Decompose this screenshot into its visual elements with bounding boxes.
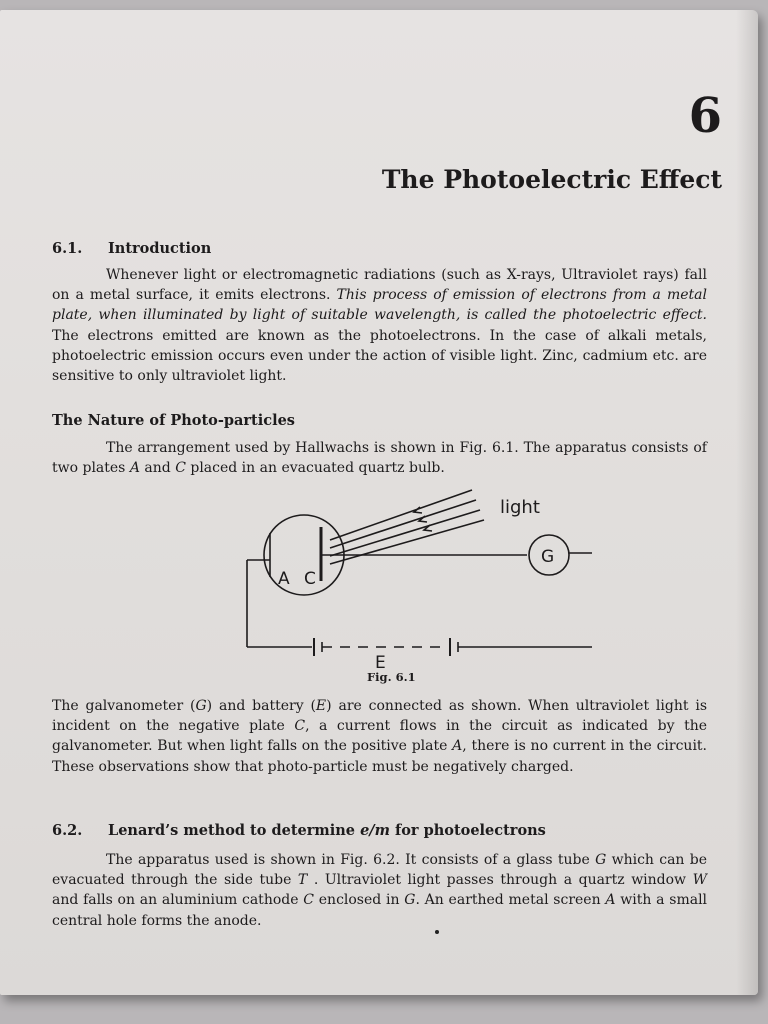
- lenard-text-3: . Ultraviolet light passes through a quartz window: [307, 872, 693, 889]
- chapter-title: The Photoelectric Effect: [381, 165, 722, 194]
- section-number: 6.1.: [52, 240, 83, 257]
- section-title-em: e/m: [360, 822, 390, 839]
- light-label: light: [500, 497, 540, 518]
- plate-c-label: C: [304, 569, 316, 589]
- lenard-text-6: . An earthed metal screen: [415, 892, 606, 909]
- print-dot: [435, 930, 439, 934]
- light-ray-4: [330, 520, 484, 564]
- lenard-c-ref: C: [303, 892, 314, 909]
- hallwachs-text-1: The arrangement used by Hallwachs is shown in Fig. 6.1. The apparatus consists of two plates: [52, 440, 707, 477]
- galvanometer-paragraph: [52, 696, 707, 777]
- figure-6-1-circuit-diagram: [192, 485, 592, 685]
- section-heading-introduction: [52, 240, 211, 257]
- hallwachs-text-3: placed in an evacuated quartz bulb.: [185, 460, 445, 477]
- lenard-paragraph: [52, 850, 707, 931]
- chapter-number: 6: [688, 88, 722, 144]
- galv-text-5: , there is no current in the circuit. These observations show that photo-particle must be negatively charged.: [52, 738, 707, 775]
- lenard-text-7: with a small central hole forms the anode.: [52, 892, 708, 929]
- lenard-g-ref: G: [595, 852, 607, 868]
- galv-g-ref: G: [195, 698, 207, 714]
- galv-text-3: ) are connected as shown. When ultraviolet light is incident on the negative plate: [52, 698, 707, 735]
- section-heading-lenard: [52, 822, 546, 839]
- light-ray-3: [330, 510, 480, 556]
- hallwachs-paragraph: [52, 438, 707, 478]
- lenard-w-ref: W: [692, 872, 707, 889]
- lenard-text-2: which can be evacuated through the side tube: [52, 852, 707, 889]
- intro-text-1: Whenever light or electromagnetic radiations (such as X-rays, Ultraviolet rays) fall on a metal surface, it emits electrons.: [52, 267, 707, 304]
- section-title-suffix: for photoelectrons: [389, 822, 546, 839]
- galvanometer-label: G: [541, 547, 555, 567]
- lenard-t-ref: T: [297, 872, 308, 889]
- section-title: Introduction: [108, 240, 212, 257]
- intro-text-2: The electrons emitted are known as the photoelectrons. In the case of alkali metals, photoelectric emission occurs even under the action of visible light. Zinc, cadmium etc. are sensitive to only ultraviolet light.: [52, 327, 707, 385]
- lenard-text-5: enclosed in: [314, 892, 405, 909]
- hallwachs-text-2: and: [139, 460, 176, 477]
- intro-paragraph: [52, 265, 707, 386]
- light-ray-1: [330, 490, 472, 540]
- plate-c-ref: C: [175, 460, 186, 477]
- figure-caption: Fig. 6.1: [367, 670, 416, 684]
- section-title-prefix: Lenard’s method to determine: [108, 822, 361, 839]
- battery-label: E: [375, 653, 386, 673]
- section-number: 6.2.: [52, 822, 83, 839]
- galv-text-2: ) and battery (: [206, 698, 316, 714]
- plate-a-label: A: [278, 569, 290, 589]
- lenard-text-1: The apparatus used is shown in Fig. 6.2. It consists of a glass tube: [106, 852, 596, 868]
- galv-a-ref: A: [452, 738, 463, 755]
- lenard-text-4: and falls on an aluminium cathode: [52, 892, 304, 909]
- galv-e-ref: E: [315, 698, 327, 714]
- nature-heading: The Nature of Photo-particles: [52, 412, 295, 429]
- galv-c-ref: C: [294, 718, 306, 735]
- intro-definition: This process of emission of electrons from a metal plate, when illuminated by light of suitable wavelength, is called the photoelectric effect.: [52, 287, 707, 324]
- light-ray-2: [330, 500, 476, 548]
- book-page: [0, 10, 758, 995]
- lenard-a-ref: A: [605, 892, 616, 909]
- plate-a-ref: A: [129, 460, 140, 477]
- lenard-g2-ref: G: [404, 892, 416, 909]
- galv-text-4: , a current flows in the circuit as indicated by the galvanometer. But when light falls on the positive plate: [52, 718, 707, 755]
- galv-text-1: The galvanometer (: [52, 698, 196, 714]
